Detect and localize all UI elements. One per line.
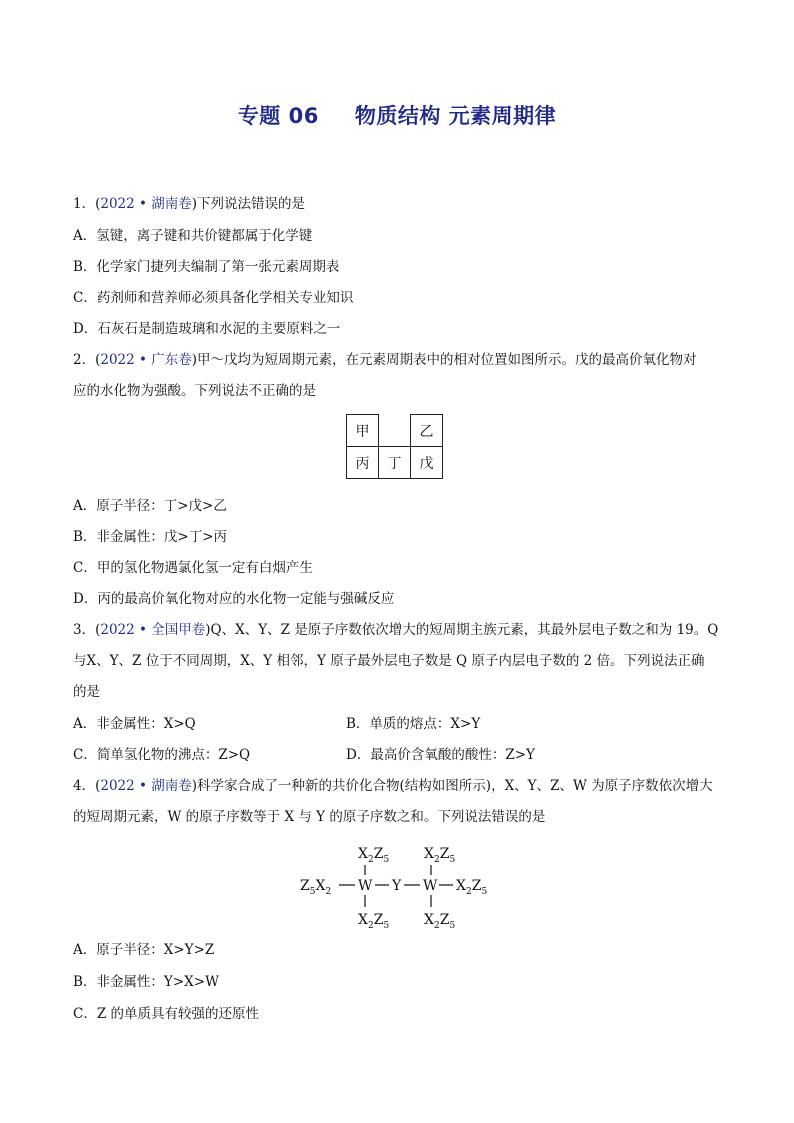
q4-stem-line1: 4．(2022 • 湖南卷)科学家合成了一种新的共价化合物(结构如图所示)，X、Y、Z、W 为原子序数依次增大: [73, 778, 713, 794]
table-cell: 甲: [347, 415, 379, 447]
q1-option-c: C．药剂师和营养师必须具备化学相关专业知识: [73, 290, 354, 306]
q2-source: 2022 • 广东卷: [100, 352, 192, 368]
q3-option-d: D．最高价含氧酸的酸性：Z>Y: [346, 747, 535, 763]
q1-source: 2022 • 湖南卷: [100, 196, 192, 212]
svg-text:W: W: [358, 878, 373, 894]
q4-option-c: C．Z 的单质具有较强的还原性: [73, 1006, 260, 1022]
q2-stem-line1: 2．(2022 • 广东卷)甲～戊均为短周期元素，在元素周期表中的相对位置如图所示。戊的最高价氧化物对: [73, 352, 697, 368]
table-cell: 丁: [379, 447, 411, 479]
periodic-position-table: [346, 414, 443, 479]
q3-source: 2022 • 全国甲卷: [100, 622, 206, 638]
q4-option-a: A．原子半径：X>Y>Z: [73, 942, 215, 958]
svg-text:X2Z5: $X_2Z_5$: [358, 912, 390, 931]
table-cell: 乙: [411, 415, 443, 447]
table-cell-empty: [379, 415, 411, 447]
svg-text:W: W: [423, 878, 438, 894]
table-cell: 丙: [347, 447, 379, 479]
q2-stem-line2: 应的水化物为强酸。下列说法不正确的是: [73, 383, 316, 399]
svg-text:Y: Y: [392, 878, 402, 894]
q4-source: 2022 • 湖南卷: [100, 778, 192, 794]
q1-stem: 1．(2022 • 湖南卷)下列说法错误的是: [73, 196, 306, 212]
page-title: [0, 100, 794, 130]
q4-stem-line2: 的短周期元素，W 的原子序数等于 X 与 Y 的原子序数之和。下列说法错误的是: [73, 809, 546, 825]
q2-option-c: C．甲的氢化物遇氯化氢一定有白烟产生: [73, 560, 313, 576]
q2-option-b: B．非金属性：戊>丁>丙: [73, 529, 228, 545]
q1-option-b: B．化学家门捷列夫编制了第一张元素周期表: [73, 259, 340, 275]
q2-option-a: A．原子半径：丁>戊>乙: [73, 498, 227, 514]
q2-option-d: D．丙的最高价氧化物对应的水化物一定能与强碱反应: [73, 591, 395, 607]
title-part1: 专题 06: [237, 104, 319, 128]
q1-option-d: D．石灰石是制造玻璃和水泥的主要原料之一: [73, 321, 341, 337]
table-cell: 戊: [411, 447, 443, 479]
q4-option-b: B．非金属性：Y>X>W: [73, 974, 219, 990]
svg-text:Z5X2: $Z_5X_2$: [300, 878, 332, 897]
q3-option-b: B．单质的熔点：X>Y: [346, 716, 481, 732]
q1-option-a: A．氢键，离子键和共价键都属于化学键: [73, 228, 313, 244]
q3-stem-line3: 的是: [73, 684, 100, 700]
svg-text:X2Z5: $X_2Z_5$: [358, 846, 390, 865]
q3-stem-line1: 3．(2022 • 全国甲卷)Q、X、Y、Z 是原子序数依次增大的短周期主族元素，其最外层电子数之和为 19。Q: [73, 622, 719, 638]
q3-option-c: C．简单氢化物的沸点：Z>Q: [73, 747, 251, 763]
q3-option-a: A．非金属性：X>Q: [73, 716, 196, 732]
q3-stem-line2: 与X、Y、Z 位于不同周期，X、Y 相邻，Y 原子最外层电子数是 Q 原子内层电子数的 2 倍。下列说法正确: [73, 653, 705, 669]
molecule-structure-diagram: [294, 838, 504, 933]
title-part2: 物质结构 元素周期律: [354, 104, 557, 128]
svg-text:X2Z5: $X_2Z_5$: [424, 912, 456, 931]
svg-text:X2Z5: $X_2Z_5$: [424, 846, 456, 865]
svg-text:X2Z5: $X_2Z_5$: [456, 878, 488, 897]
